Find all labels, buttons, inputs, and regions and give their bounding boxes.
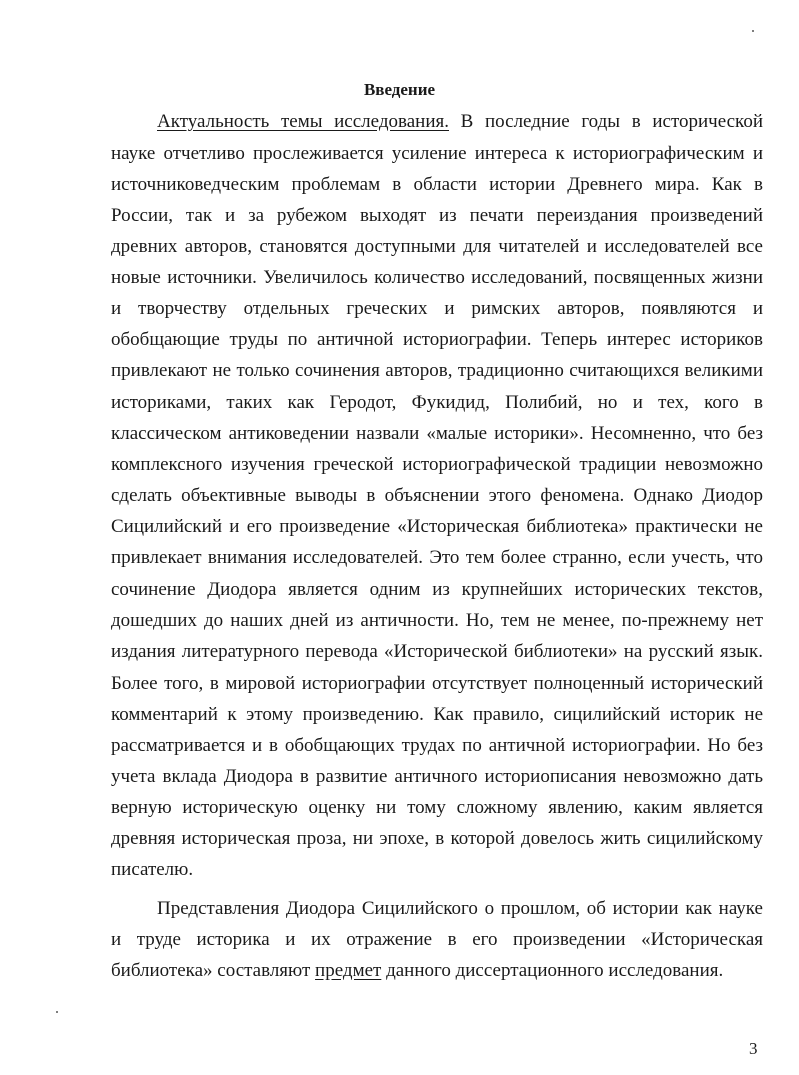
page-number: 3 — [749, 1039, 758, 1058]
paragraph-line: учета вклада Диодора в развитие античного историописания невозможно дать — [111, 766, 763, 787]
paragraph-text: библиотека» составляют — [111, 960, 316, 981]
paragraph-line — [111, 959, 763, 983]
section-label-underlined: Актуальность темы исследования. — [157, 111, 449, 132]
paragraph-line: издания литературного перевода «Исторической библиотеки» на русский язык. — [111, 641, 763, 662]
paragraph-text: данного диссертационного исследования. — [381, 960, 724, 981]
paragraph-line: писателю. — [111, 859, 194, 880]
paragraph-line — [157, 110, 763, 134]
paragraph-line: и творчеству отдельных греческих и римских авторов, появляются и — [111, 298, 763, 319]
paragraph-line: комплексного изучения греческой историографической традиции невозможно — [111, 454, 763, 475]
paragraph-line: и труде историка и их отражение в его произведении «Историческая — [111, 929, 763, 950]
page-title: Введение — [363, 80, 436, 99]
paragraph-line: рассматривается и в обобщающих трудах по античной историографии. Но без — [111, 735, 763, 756]
paragraph-line: источниковедческим проблемам в области истории Древнего мира. Как в — [111, 174, 763, 195]
paragraph-text: В последние годы в исторической — [449, 111, 763, 132]
paragraph-line: Представления Диодора Сицилийского о прошлом, об истории как науке — [157, 898, 763, 919]
paragraph-line: комментарий к этому произведению. Как правило, сицилийский историк не — [111, 704, 763, 725]
paragraph-line: новые источники. Увеличилось количество исследований, посвященных жизни — [111, 267, 763, 288]
paragraph-line: сочинение Диодора является одним из крупнейших исторических текстов, — [111, 579, 763, 600]
paragraph-line: древняя историческая проза, ни эпохе, в которой довелось жить сицилийскому — [111, 828, 763, 849]
paragraph-line: классическом антиковедении назвали «малые историки». Несомненно, что без — [111, 423, 763, 444]
paragraph-line: Более того, в мировой историографии отсутствует полноценный исторический — [111, 673, 763, 694]
paragraph-line: привлекает внимания исследователей. Это тем более странно, если учесть, что — [111, 547, 763, 568]
scan-speck — [56, 1011, 58, 1013]
subject-term-underlined: предмет — [315, 960, 382, 981]
paragraph-line: древних авторов, становятся доступными для читателей и исследователей все — [111, 236, 763, 257]
paragraph-line: привлекают не только сочинения авторов, традиционно считающихся великими — [111, 360, 763, 381]
paragraph-line: верную историческую оценку ни тому сложному явлению, каким является — [111, 797, 763, 818]
scan-speck — [752, 30, 754, 32]
paragraph-line: сделать объективные выводы в объяснении этого феномена. Однако Диодор — [111, 485, 763, 506]
paragraph-line: дошедших до наших дней из античности. Но, тем не менее, по-прежнему нет — [111, 610, 763, 631]
paragraph-line: обобщающие труды по античной историографии. Теперь интерес историков — [111, 329, 763, 350]
paragraph-line: историками, таких как Геродот, Фукидид, Полибий, но и тех, кого в — [111, 392, 763, 413]
paragraph-line: Сицилийский и его произведение «Историческая библиотека» практически не — [111, 516, 763, 537]
paragraph-line: науке отчетливо прослеживается усиление интереса к историографическим и — [111, 143, 763, 164]
paragraph-line: России, так и за рубежом выходят из печати переиздания произведений — [111, 205, 763, 226]
